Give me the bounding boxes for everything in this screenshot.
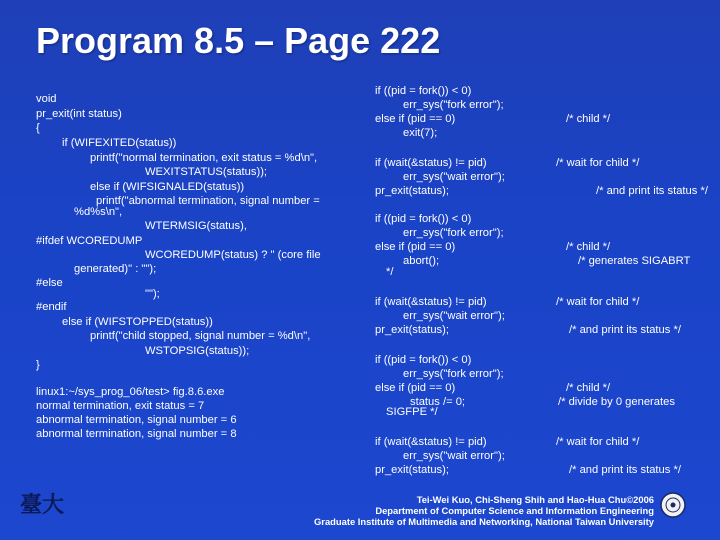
code-line: if (wait(&status) != pid) — [375, 157, 487, 169]
code-comment: /* divide by 0 generates — [558, 396, 675, 408]
code-comment: /* and print its status */ — [569, 324, 681, 336]
code-line: generated)" : ""); — [74, 263, 157, 275]
code-line: if ((pid = fork()) < 0) — [375, 354, 472, 366]
code-line: */ — [386, 266, 394, 278]
terminal-line: abnormal termination, signal number = 6 — [36, 414, 237, 426]
code-comment: /* and print its status */ — [569, 464, 681, 476]
code-line: WTERMSIG(status), — [145, 220, 247, 232]
code-line: abort(); — [403, 255, 440, 267]
code-line: err_sys("fork error"); — [403, 227, 504, 239]
university-seal-icon — [660, 492, 686, 518]
code-comment: /* and print its status */ — [596, 185, 708, 197]
code-line: ""); — [145, 288, 160, 300]
code-line: if (wait(&status) != pid) — [375, 436, 487, 448]
code-line: else if (WIFSTOPPED(status)) — [62, 316, 213, 328]
svg-text:臺大: 臺大 — [20, 492, 65, 518]
code-line: pr_exit(status); — [375, 464, 449, 476]
code-comment: /* wait for child */ — [556, 436, 640, 448]
code-line: status /= 0; — [410, 396, 466, 408]
code-line: err_sys("wait error"); — [403, 310, 505, 322]
code-comment: /* wait for child */ — [556, 296, 640, 308]
code-line: #endif — [36, 301, 67, 313]
code-line: %d%s\n", — [74, 206, 123, 218]
code-line: { — [36, 122, 40, 134]
code-comment: /* child */ — [566, 241, 611, 253]
code-line: err_sys("wait error"); — [403, 171, 505, 183]
code-line: WEXITSTATUS(status)); — [145, 166, 268, 178]
terminal-line: abnormal termination, signal number = 8 — [36, 428, 237, 440]
footer-line: Graduate Institute of Multimedia and Networking, National Taiwan University — [314, 516, 654, 527]
code-line: if ((pid = fork()) < 0) — [375, 85, 472, 97]
code-line: } — [36, 359, 40, 371]
code-line: err_sys("fork error"); — [403, 368, 504, 380]
code-line: pr_exit(status); — [375, 185, 449, 197]
terminal-line: linux1:~/sys_prog_06/test> fig.8.6.exe — [36, 386, 225, 398]
code-line: SIGFPE */ — [386, 406, 438, 418]
code-line: else if (WIFSIGNALED(status)) — [90, 181, 245, 193]
code-line: if ((pid = fork()) < 0) — [375, 213, 472, 225]
footer-credits — [314, 494, 654, 527]
code-line: #else — [36, 277, 63, 289]
code-line: pr_exit(status); — [375, 324, 449, 336]
code-line: else if (pid == 0) — [375, 113, 456, 125]
university-logo — [18, 490, 88, 518]
code-comment: /* generates SIGABRT — [578, 255, 691, 267]
code-line: WCOREDUMP(status) ? " (core file — [145, 249, 321, 261]
footer-line: Department of Computer Science and Information Engineering — [375, 505, 654, 516]
code-line: if (WIFEXITED(status)) — [62, 137, 177, 149]
slide-title: Program 8.5 – Page 222 — [36, 20, 441, 61]
terminal-line: normal termination, exit status = 7 — [36, 400, 205, 412]
code-comment: /* wait for child */ — [556, 157, 640, 169]
code-line: printf("normal termination, exit status = %d\n", — [90, 152, 318, 164]
code-line: printf("child stopped, signal number = %d\n", — [90, 330, 311, 342]
code-comment: /* child */ — [566, 113, 611, 125]
footer-line: Tei-Wei Kuo, Chi-Sheng Shih and Hao-Hua Chu©2006 — [416, 494, 654, 505]
code-line: WSTOPSIG(status)); — [145, 345, 250, 357]
code-line: else if (pid == 0) — [375, 382, 456, 394]
code-line: else if (pid == 0) — [375, 241, 456, 253]
code-line: err_sys("wait error"); — [403, 450, 505, 462]
code-line: exit(7); — [403, 127, 438, 139]
code-comment: /* child */ — [566, 382, 611, 394]
code-line: printf("abnormal termination, signal number = — [96, 195, 320, 207]
code-line: void — [36, 93, 57, 105]
code-line: err_sys("fork error"); — [403, 99, 504, 111]
code-line: #ifdef WCOREDUMP — [36, 235, 143, 247]
code-line: pr_exit(int status) — [36, 108, 122, 120]
code-line: if (wait(&status) != pid) — [375, 296, 487, 308]
